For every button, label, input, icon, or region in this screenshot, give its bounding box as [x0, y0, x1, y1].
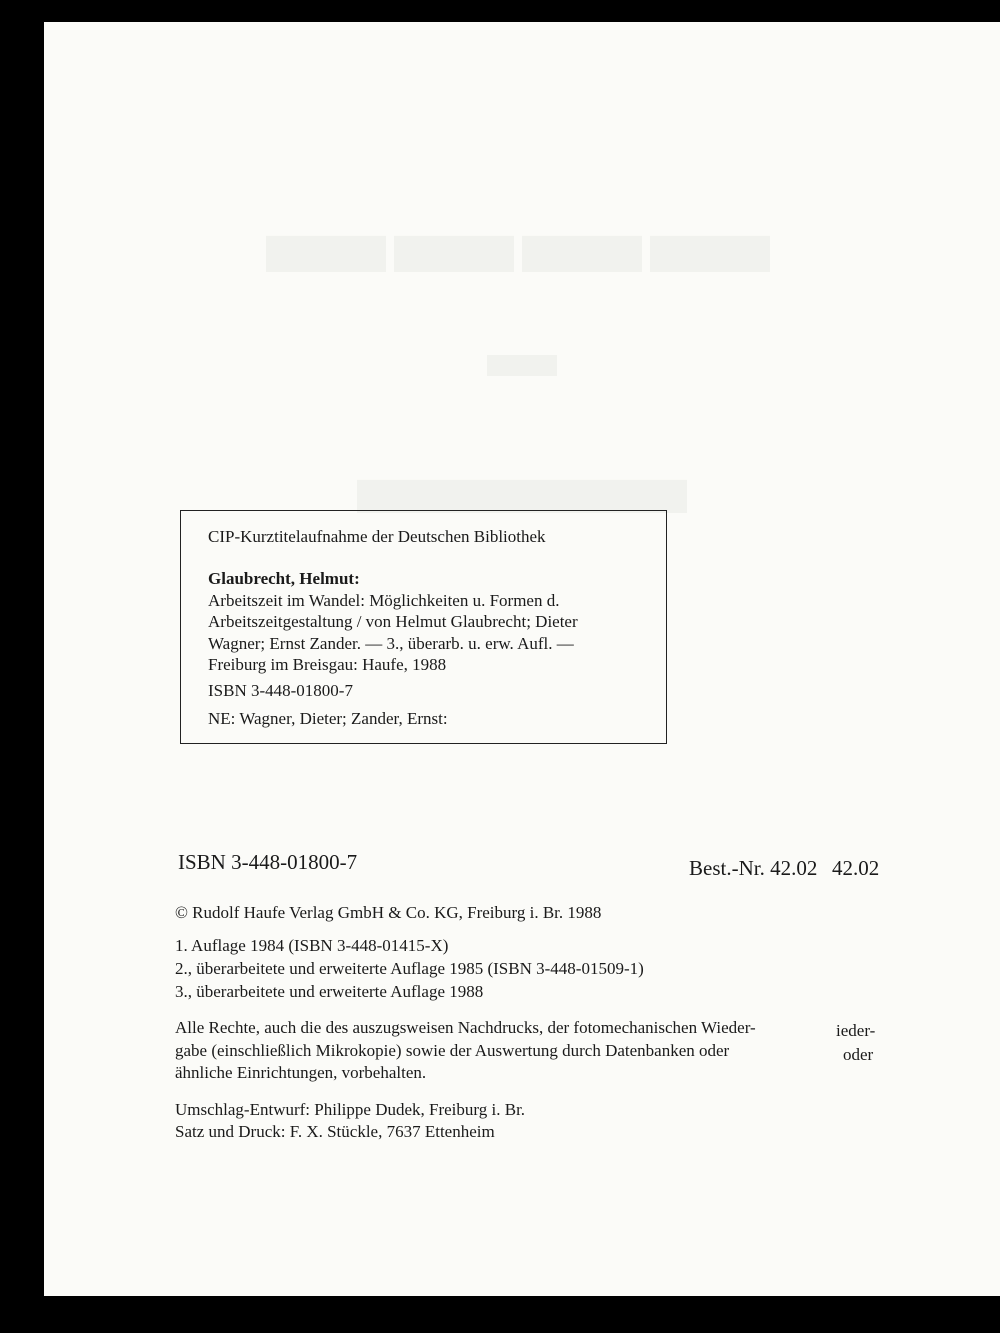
cip-isbn: ISBN 3-448-01800-7 — [208, 681, 353, 700]
order-number-edge: 42.02 — [832, 856, 880, 880]
cip-line: Arbeitszeit im Wandel: Möglichkeiten u. Formen d. — [208, 591, 560, 610]
isbn-main: ISBN 3-448-01800-7 — [178, 850, 358, 874]
cip-line: Wagner; Ernst Zander. — 3., überarb. u. erw. Aufl. — — [208, 634, 574, 653]
cip-line: Arbeitszeitgestaltung / von Helmut Glaubrecht; Dieter — [208, 612, 578, 631]
credit-line: Umschlag-Entwurf: Philippe Dudek, Freiburg i. Br. — [175, 1100, 526, 1119]
edition-line: 2., überarbeitete und erweiterte Auflage 1985 (ISBN 3-448-01509-1) — [175, 959, 644, 978]
credit-line: Satz und Druck: F. X. Stückle, 7637 Ettenheim — [175, 1122, 495, 1141]
rights-edge-fragment: oder — [843, 1045, 874, 1064]
copyright-line: © Rudolf Haufe Verlag GmbH & Co. KG, Freiburg i. Br. 1988 — [175, 903, 602, 922]
order-number: Best.-Nr. 42.02 — [689, 856, 818, 880]
cip-ne: NE: Wagner, Dieter; Zander, Ernst: — [208, 709, 448, 728]
rights-line: Alle Rechte, auch die des auszugsweisen Nachdrucks, der fotomechanischen Wieder- — [175, 1018, 756, 1037]
edition-line: 3., überarbeitete und erweiterte Auflage 1988 — [175, 982, 484, 1001]
show-through-title: ▬▬▬▬ — [266, 164, 778, 298]
rights-line: gabe (einschließlich Mikrokopie) sowie der Auswertung durch Datenbanken oder — [175, 1041, 730, 1060]
rights-edge-fragment: ieder- — [836, 1021, 876, 1040]
cip-author: Glaubrecht, Helmut: — [208, 569, 360, 588]
cip-record-box — [180, 510, 667, 744]
show-through-word: ▬▬▬ — [357, 414, 687, 537]
show-through-subtitle: ▬ — [487, 313, 557, 391]
cip-heading: CIP-Kurztitelaufnahme der Deutschen Bibliothek — [208, 527, 546, 546]
edition-line: 1. Auflage 1984 (ISBN 3-448-01415-X) — [175, 936, 449, 955]
cip-line: Freiburg im Breisgau: Haufe, 1988 — [208, 655, 447, 674]
rights-line: ähnliche Einrichtungen, vorbehalten. — [175, 1063, 427, 1082]
